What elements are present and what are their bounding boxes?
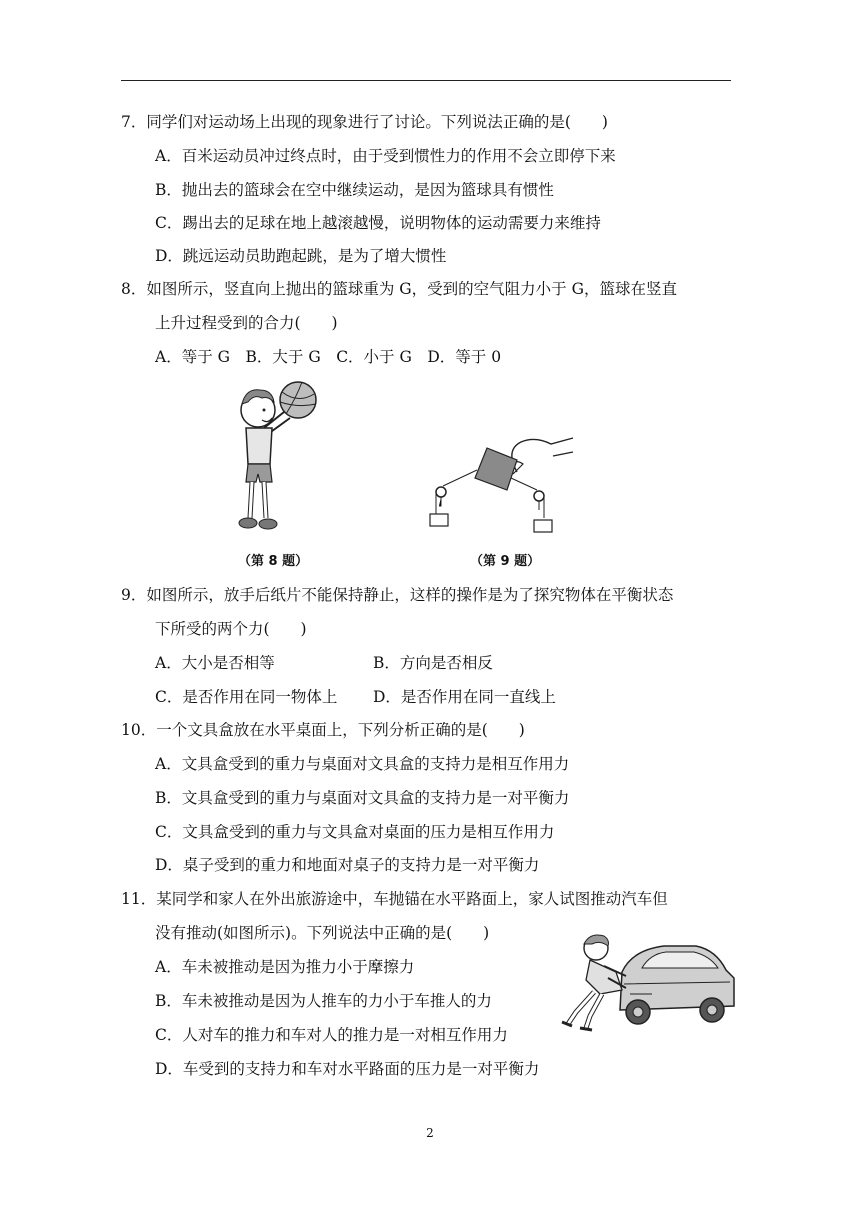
figure-8-caption: （第 8 题）: [238, 554, 309, 569]
q9-option-b: B．方向是否相反: [373, 654, 493, 672]
q11-option-a: A．车未被推动是因为推力小于摩擦力: [155, 958, 415, 976]
q11-option-c: C．人对车的推力和车对人的推力是一对相互作用力: [155, 1026, 508, 1044]
pulley-card-figure: [425, 430, 575, 535]
q10-option-b: B．文具盒受到的重力与桌面对文具盒的支持力是一对平衡力: [155, 789, 570, 807]
q8-stem-line2: 上升过程受到的合力( ): [155, 314, 338, 332]
person-pushing-car-figure: [560, 932, 738, 1032]
q10-stem: 10．一个文具盒放在水平桌面上，下列分析正确的是( ): [121, 721, 525, 739]
q10-option-c: C．文具盒受到的重力与文具盒对桌面的压力是相互作用力: [155, 823, 555, 841]
q9-stem-line1: 9．如图所示，放手后纸片不能保持静止，这样的操作是为了探究物体在平衡状态: [121, 586, 674, 604]
q7-option-a: A．百米运动员冲过终点时，由于受到惯性力的作用不会立即停下来: [155, 147, 616, 165]
header-rule: [121, 80, 731, 81]
q9-option-d: D．是否作用在同一直线上: [373, 688, 556, 706]
q11-stem-line1: 11．某同学和家人在外出旅游途中，车抛锚在水平路面上，家人试图推动汽车但: [121, 890, 668, 908]
q8-stem-line1: 8．如图所示，竖直向上抛出的篮球重为 G，受到的空气阻力小于 G，篮球在竖直: [121, 280, 677, 298]
basketball-child-figure: [228, 378, 328, 538]
q9-option-a: A．大小是否相等: [155, 654, 275, 672]
q7-option-d: D．跳远运动员助跑起跳，是为了增大惯性: [155, 247, 447, 265]
q9-stem-line2: 下所受的两个力( ): [155, 620, 307, 638]
q8-options: A．等于 G B．大于 G C．小于 G D．等于 0: [155, 348, 502, 366]
page-number: 2: [426, 1126, 434, 1140]
q7-option-b: B．抛出去的篮球会在空中继续运动，是因为篮球具有惯性: [155, 181, 554, 199]
q10-option-a: A．文具盒受到的重力与桌面对文具盒的支持力是相互作用力: [155, 755, 570, 773]
q7-option-c: C．踢出去的足球在地上越滚越慢，说明物体的运动需要力来维持: [155, 214, 601, 232]
q9-option-c: C．是否作用在同一物体上: [155, 688, 338, 706]
q10-option-d: D．桌子受到的重力和地面对桌子的支持力是一对平衡力: [155, 856, 540, 874]
figure-9-caption: （第 9 题）: [470, 554, 541, 569]
q11-stem-line2: 没有推动(如图所示)。下列说法中正确的是( ): [155, 924, 490, 942]
q11-option-b: B．车未被推动是因为人推车的力小于车推人的力: [155, 992, 492, 1010]
q11-option-d: D．车受到的支持力和车对水平路面的压力是一对平衡力: [155, 1060, 540, 1078]
q7-stem: 7．同学们对运动场上出现的现象进行了讨论。下列说法正确的是( ): [121, 113, 608, 131]
